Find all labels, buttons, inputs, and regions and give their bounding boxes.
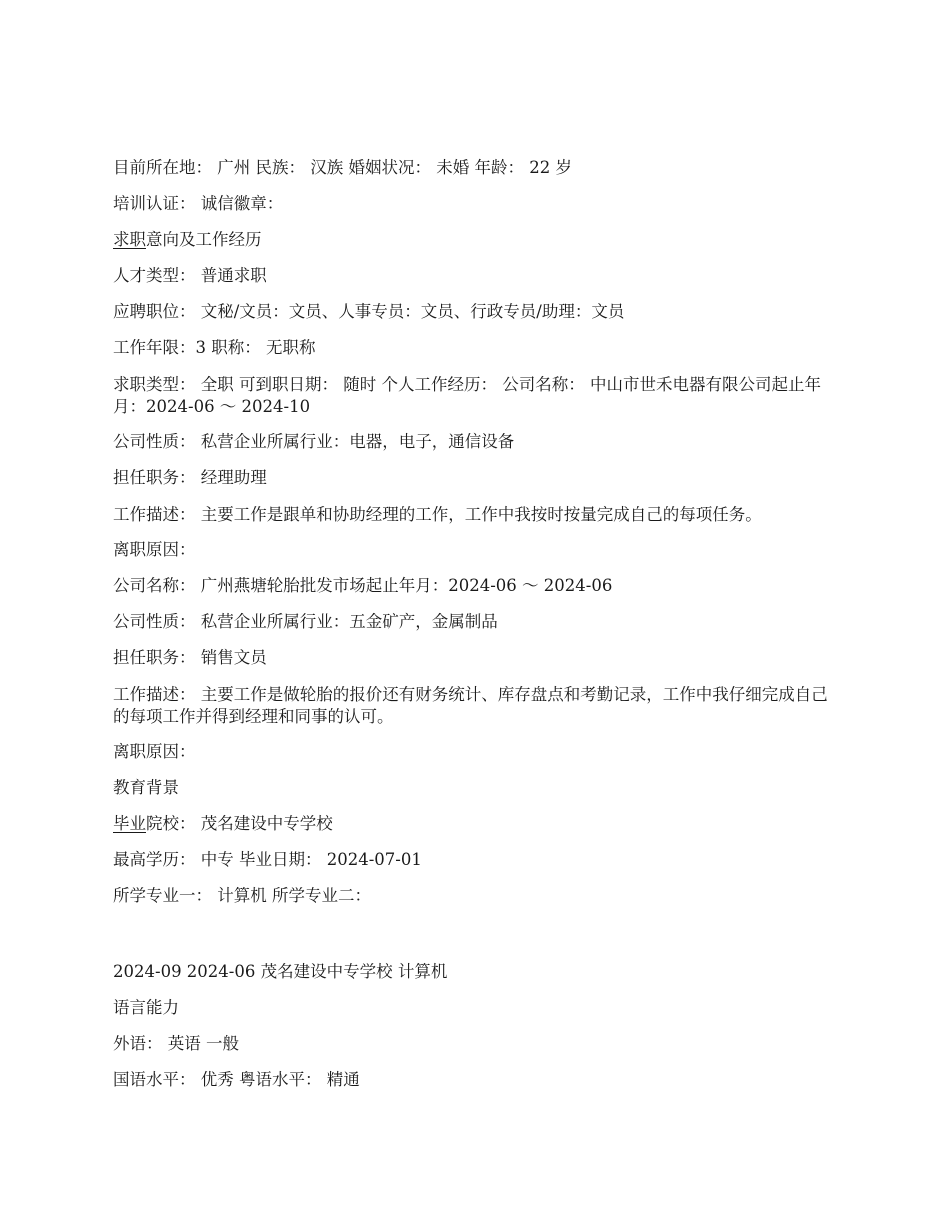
exp1-nature-line: 公司性质： 私营企业所属行业：电器，电子，通信设备 [113,432,515,451]
education-record-line: 2024-09 2024-06 茂名建设中专学校 计算机 [113,962,448,981]
mandarin-cantonese-line: 国语水平： 优秀 粤语水平： 精通 [113,1070,360,1089]
exp2-company-line: 公司名称： 广州燕塘轮胎批发市场起止年月：2024-06 ～ 2024-06 [113,576,613,595]
resume-document [113,158,828,1106]
school-label-rest: 院校： 茂名建设中专学校 [146,814,333,833]
education-heading: 教育背景 [113,778,179,797]
language-heading: 语言能力 [113,998,179,1017]
exp1-leave-reason-line: 离职原因： [113,540,196,559]
exp2-description-line: 工作描述： 主要工作是做轮胎的报价还有财务统计、库存盘点和考勤记录，工作中我仔细完成自己的每项工作并得到经理和同事的认可。 [113,685,828,726]
positions-line: 应聘职位： 文秘/文员：文员、人事专员：文员、行政专员/助理：文员 [113,302,625,321]
school-line [113,814,828,834]
school-label-underlined: 毕业 [113,814,146,833]
exp1-title-line: 担任职务： 经理助理 [113,468,267,487]
section-gap [113,922,828,962]
talent-type-line: 人才类型： 普通求职 [113,266,267,285]
work-years-line: 工作年限：3 职称： 无职称 [113,338,316,357]
basic-info-line: 目前所在地： 广州 民族： 汉族 婚姻状况： 未婚 年龄： 22 岁 [113,158,572,177]
exp1-description-line: 工作描述： 主要工作是跟单和协助经理的工作，工作中我按时按量完成自己的每项任务。 [113,505,762,524]
majors-line: 所学专业一： 计算机 所学专业二： [113,886,371,905]
job-type-line: 求职类型： 全职 可到职日期： 随时 个人工作经历： 公司名称： 中山市世禾电器有限公司起止年月：2024-06 ～ 2024-10 [113,375,821,416]
job-intent-heading-underlined: 求职 [113,230,146,249]
job-intent-heading-rest: 意向及工作经历 [146,230,262,249]
certification-line: 培训认证： 诚信徽章： [113,194,284,213]
degree-line: 最高学历： 中专 毕业日期： 2024-07-01 [113,850,422,869]
job-intent-heading [113,230,828,250]
exp2-nature-line: 公司性质： 私营企业所属行业：五金矿产，金属制品 [113,612,498,631]
exp2-leave-reason-line: 离职原因： [113,742,196,761]
foreign-language-line: 外语： 英语 一般 [113,1034,239,1053]
exp2-title-line: 担任职务： 销售文员 [113,648,267,667]
